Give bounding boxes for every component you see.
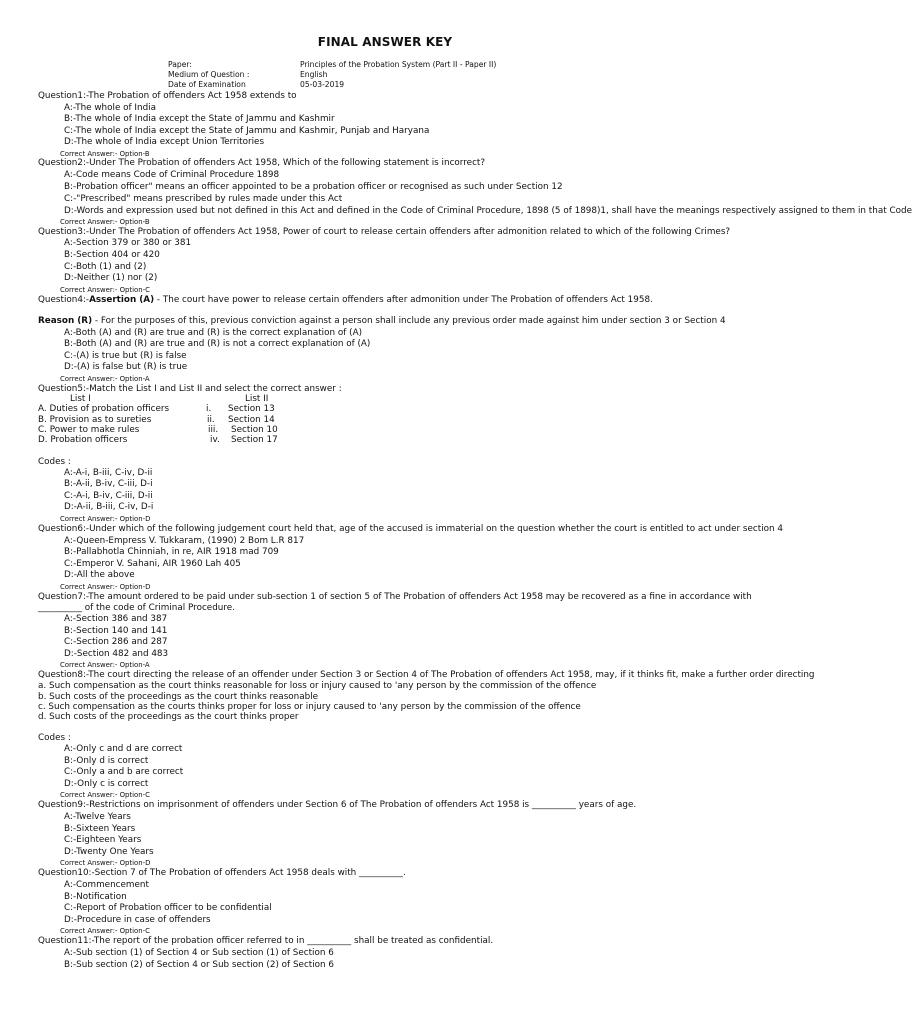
q5-codes-label: Codes : (38, 457, 71, 467)
q8-correct-answer: Correct Answer:- Option-C (60, 791, 150, 799)
question-11: Question11:-The report of the probation officer referred to in __________ shall be treated as confidential. (38, 936, 494, 946)
q8-option-a: A:-Only c and d are correct (64, 744, 183, 754)
q4-correct-answer: Correct Answer:- Option-A (60, 375, 150, 383)
q2-option-b: B:-Probation officer" means an officer appointed to be a probation officer or recognised as such under Section 12 (64, 182, 563, 192)
q10-option-b: B:-Notification (64, 892, 127, 902)
q10-option-d: D:-Procedure in case of offenders (64, 915, 211, 925)
q9-option-c: C:-Eighteen Years (64, 835, 142, 845)
q9-option-b: B:-Sixteen Years (64, 824, 136, 834)
q8-statement-b: b. Such costs of the proceedings as the court thinks reasonable (38, 692, 319, 702)
q1-option-a: A:-The whole of India (64, 103, 157, 113)
q1-correct-answer: Correct Answer:- Option-B (60, 150, 150, 158)
q3-option-b: B:-Section 404 or 420 (64, 250, 160, 260)
q9-correct-answer: Correct Answer:- Option-D (60, 859, 151, 867)
q5-list2-header: List II (245, 394, 269, 404)
q2-option-c: C:-"Prescribed" means prescribed by rules made under this Act (64, 194, 343, 204)
q5-row-right: Section 14 (228, 415, 275, 425)
q3-option-c: C:-Both (1) and (2) (64, 262, 147, 272)
q10-option-a: A:-Commencement (64, 880, 149, 890)
q11-option-a: A:-Sub section (1) of Section 4 or Sub section (1) of Section 6 (64, 948, 334, 958)
q5-row-right: Section 13 (228, 404, 275, 414)
q4-reason (38, 316, 734, 327)
question-8: Question8:-The court directing the release of an offender under Section 3 or Section 4 of The Probation of offenders Act 1958, may, if it thinks fit, make a further order directing (38, 670, 815, 680)
q4-prefix: Question4:- (38, 295, 90, 305)
q7-option-c: C:-Section 286 and 287 (64, 637, 168, 647)
q2-correct-answer: Correct Answer:- Option-B (60, 218, 150, 226)
question-6: Question6:-Under which of the following judgement court held that, age of the accused is immaterial on the question whether the court is entitled to act under section 4 (38, 524, 783, 534)
q1-option-b: B:-The whole of India except the State of Jammu and Kashmir (64, 114, 335, 124)
q10-option-c: C:-Report of Probation officer to be confidential (64, 903, 272, 913)
date-label: Date of Examination (168, 80, 246, 89)
q8-statement-c: c. Such compensation as the courts thinks proper for loss or injury caused to 'any person by the commission of the offence (38, 702, 581, 712)
q8-option-c: C:-Only a and b are correct (64, 767, 184, 777)
question-5: Question5:-Match the List I and List II and select the correct answer : (38, 384, 342, 394)
q5-row-right: Section 17 (231, 435, 278, 445)
question-1: Question1:-The Probation of offenders Act 1958 extends to (38, 91, 297, 101)
q4-reason-label: Reason (R) (38, 316, 93, 326)
q9-option-d: D:-Twenty One Years (64, 847, 154, 857)
q5-correct-answer: Correct Answer:- Option-D (60, 515, 151, 523)
paper-label: Paper: (168, 60, 192, 69)
q5-row-left: C. Power to make rules (38, 425, 140, 435)
q5-option-a: A:-A-i, B-iii, C-iv, D-ii (64, 468, 153, 478)
question-2: Question2:-Under The Probation of offenders Act 1958, Which of the following statement is incorrect? (38, 158, 486, 168)
question-7: Question7:-The amount ordered to be paid under sub-section 1 of section 5 of The Probation of offenders Act 1958 may be recovered as a fine in accordance with (38, 592, 752, 602)
q6-option-a: A:-Queen-Empress V. Tukkaram, (1990) 2 Bom L.R 817 (64, 536, 305, 546)
q5-row-left: D. Probation officers (38, 435, 128, 445)
question-7-continued: __________ of the code of Criminal Procedure. (38, 603, 235, 613)
q2-option-a: A:-Code means Code of Criminal Procedure 1898 (64, 170, 280, 180)
q4-option-d: D:-(A) is false but (R) is true (64, 362, 188, 372)
q5-row-left: B. Provision as to sureties (38, 415, 152, 425)
q5-row-left: A. Duties of probation officers (38, 404, 170, 414)
q4-option-b: B:-Both (A) and (R) are true and (R) is not a correct explanation of (A) (64, 339, 371, 349)
q8-codes-label: Codes : (38, 733, 71, 743)
q6-option-c: C:-Emperor V. Sahani, AIR 1960 Lah 405 (64, 559, 241, 569)
q4-assertion-label: Assertion (A) (89, 295, 155, 305)
q7-correct-answer: Correct Answer:- Option-A (60, 661, 150, 669)
q8-statement-a: a. Such compensation as the court thinks reasonable for loss or injury caused to 'any person by the commission of the offence (38, 681, 597, 691)
q3-correct-answer: Correct Answer:- Option-C (60, 286, 150, 294)
q5-row-right: Section 10 (231, 425, 278, 435)
question-9: Question9:-Restrictions on imprisonment of offenders under Section 6 of The Probation of offenders Act 1958 is __________ years of age. (38, 800, 637, 810)
q3-option-a: A:-Section 379 or 380 or 381 (64, 238, 192, 248)
q4-option-c: C:-(A) is true but (R) is false (64, 351, 187, 361)
q5-option-c: C:-A-i, B-iv, C-iii, D-ii (64, 491, 153, 501)
q9-option-a: A:-Twelve Years (64, 812, 131, 822)
medium-value: English (300, 70, 328, 79)
q4-assertion-text: - The court have power to release certain offenders after admonition under The Probation of offenders Act 1958. (154, 295, 653, 305)
question-10: Question10:-Section 7 of The Probation of offenders Act 1958 deals with __________. (38, 868, 406, 878)
date-value: 05-03-2019 (300, 80, 345, 89)
q5-row-num: ii. (207, 415, 215, 425)
q5-row-num: iii. (208, 425, 219, 435)
q4-option-a: A:-Both (A) and (R) are true and (R) is the correct explanation of (A) (64, 328, 363, 338)
q7-option-b: B:-Section 140 and 141 (64, 626, 168, 636)
question-3: Question3:-Under The Probation of offenders Act 1958, Power of court to release certain offenders after admonition related to which of the following Crimes? (38, 227, 731, 237)
q11-option-b: B:-Sub section (2) of Section 4 or Sub section (2) of Section 6 (64, 960, 335, 970)
page-title: FINAL ANSWER KEY (317, 35, 453, 49)
q7-option-a: A:-Section 386 and 387 (64, 614, 168, 624)
medium-label: Medium of Question : (168, 70, 250, 79)
q2-option-d: D:-Words and expression used but not defined in this Act and defined in the Code of Criminal Procedure, 1898 (5 of 1898)1, shall have the meanings respectively assigned to them in that Code (64, 206, 912, 216)
q6-correct-answer: Correct Answer:- Option-D (60, 583, 151, 591)
q3-option-d: D:-Neither (1) nor (2) (64, 273, 158, 283)
question-4 (38, 295, 734, 306)
q5-list1-header: List I (70, 394, 91, 404)
q5-row-num: i. (206, 404, 212, 414)
q8-option-d: D:-Only c is correct (64, 779, 149, 789)
q5-option-d: D:-A-ii, B-iii, C-iv, D-i (64, 502, 154, 512)
q8-option-b: B:-Only d is correct (64, 756, 149, 766)
q8-statement-d: d. Such costs of the proceedings as the court thinks proper (38, 712, 299, 722)
q6-option-d: D:-All the above (64, 570, 135, 580)
paper-value: Principles of the Probation System (Part II - Paper II) (300, 60, 497, 69)
q6-option-b: B:-Pallabhotla Chinniah, in re, AIR 1918 mad 709 (64, 547, 279, 557)
q4-reason-text: - For the purposes of this, previous conviction against a person shall include any previous order made against him under section 3 or Section 4 (92, 316, 726, 326)
q1-option-c: C:-The whole of India except the State of Jammu and Kashmir, Punjab and Haryana (64, 126, 430, 136)
q1-option-d: D:-The whole of India except Union Territories (64, 137, 265, 147)
q10-correct-answer: Correct Answer:- Option-C (60, 927, 150, 935)
q5-option-b: B:-A-ii, B-iv, C-iii, D-i (64, 479, 153, 489)
q7-option-d: D:-Section 482 and 483 (64, 649, 169, 659)
q5-row-num: iv. (210, 435, 220, 445)
